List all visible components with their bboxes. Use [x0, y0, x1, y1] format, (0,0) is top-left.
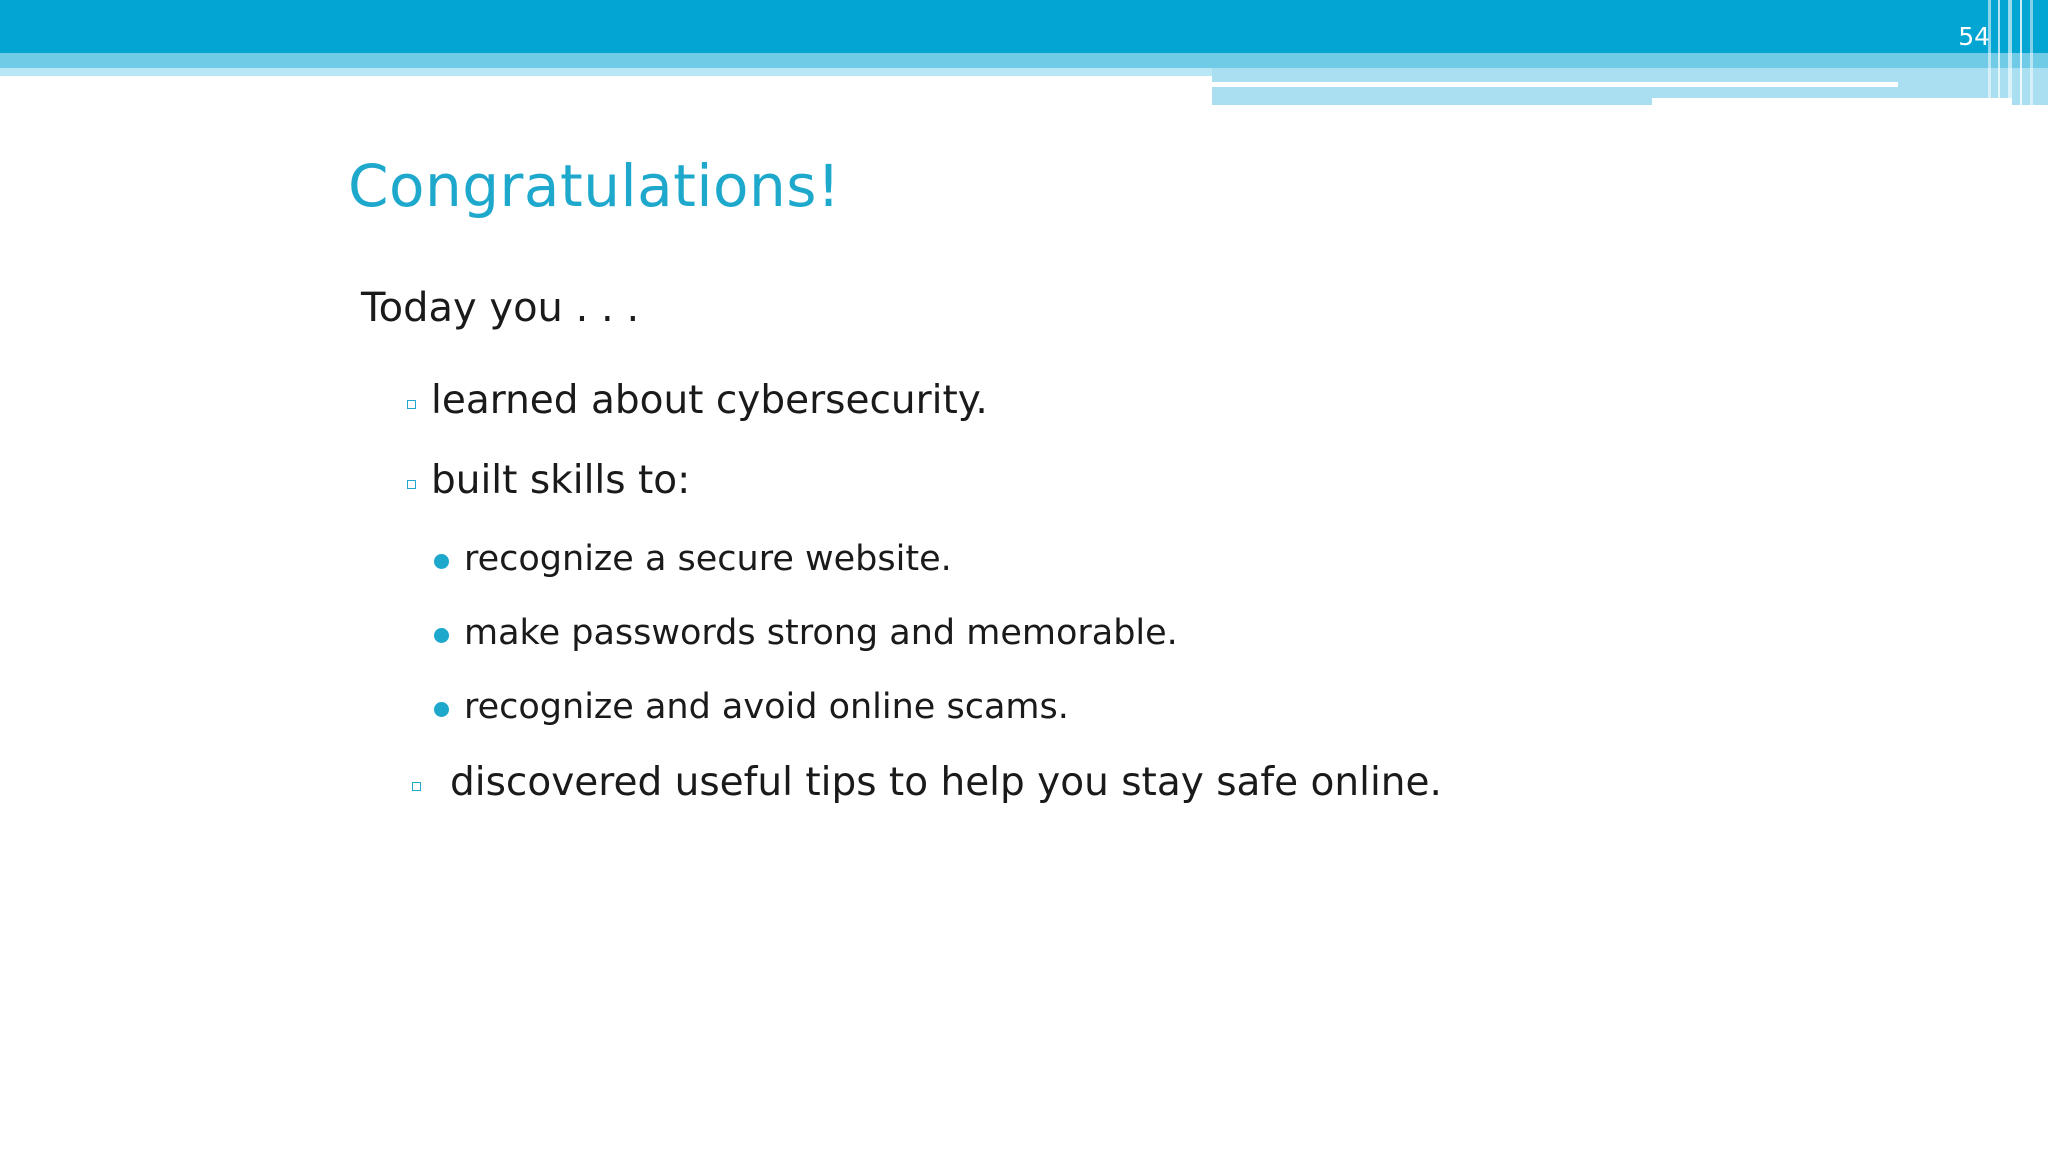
bullet-item	[431, 378, 988, 423]
bullet-text: learned about cybersecurity.	[431, 378, 988, 423]
header-band-right-line	[1212, 82, 1898, 87]
header-stripe	[1988, 0, 1991, 105]
header-stripe	[1998, 0, 2000, 105]
bullet-item	[450, 760, 1442, 805]
hollow-square-bullet-icon	[407, 480, 416, 489]
bullet-item	[431, 458, 690, 503]
bullet-text: built skills to:	[431, 458, 691, 503]
filled-circle-bullet-icon	[434, 554, 449, 569]
hollow-square-bullet-icon	[407, 400, 416, 409]
header-band-lower	[0, 53, 2048, 68]
filled-circle-bullet-icon	[434, 702, 449, 717]
filled-circle-bullet-icon	[434, 628, 449, 643]
header-band-right-step	[1652, 98, 2012, 105]
slide-title: Congratulations!	[348, 152, 841, 220]
hollow-square-bullet-icon	[412, 782, 421, 791]
bullet-text: discovered useful tips to help you stay safe online.	[450, 760, 1442, 805]
sub-bullet-text: recognize a secure website.	[464, 539, 952, 579]
header-band	[0, 0, 2048, 53]
slide-number: 54	[1958, 22, 1990, 51]
header-band-fade	[0, 68, 1212, 76]
sub-bullet-text: recognize and avoid online scams.	[464, 687, 1069, 727]
sub-bullet-text: make passwords strong and memorable.	[464, 613, 1178, 653]
header-stripe	[2020, 0, 2022, 105]
header-stripe	[2030, 0, 2033, 105]
header-stripe	[2008, 0, 2012, 105]
intro-text: Today you . . .	[361, 285, 640, 331]
